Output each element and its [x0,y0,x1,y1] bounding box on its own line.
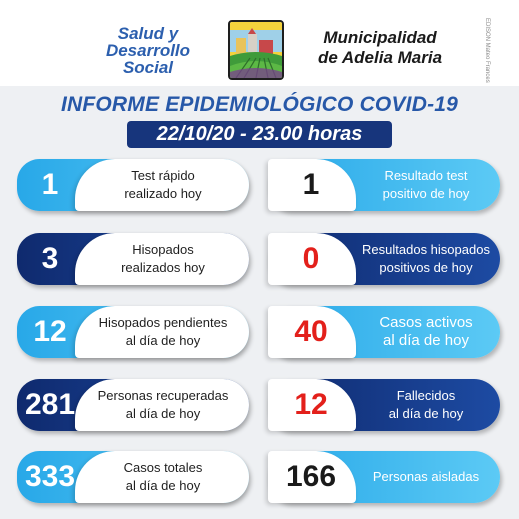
stat-card-resultados-hisopados-positivos [268,233,500,285]
stat-card-resultado-test-positivo [268,159,500,211]
stat-value: 1 [302,168,320,201]
stat-card-personas-recuperadas [17,379,249,431]
report-title: INFORME EPIDEMIOLÓGICO COVID-19 [60,93,459,116]
municipalidad-adelia-maria-label: Municipalidad de Adelia Maria [317,28,443,67]
stat-value: 333 [24,460,76,493]
photo-credit: EDISON Mateo Frances [484,18,490,83]
adelia-maria-crest-logo [228,20,284,80]
stat-label: Test rápido realizado hoy [124,168,202,201]
stat-value: 1 [41,168,59,201]
stat-value: 12 [294,388,328,421]
stat-card-hisopados-pendientes [17,306,249,358]
salud-desarrollo-social-logo: Salud y Desarrollo Social [105,24,191,77]
stat-label: Hisopados realizados hoy [121,242,205,275]
stat-label: Resultado test positivo de hoy [382,168,470,201]
stat-card-casos-activos [268,306,500,358]
stat-label: Hisopados pendientes al día de hoy [98,315,228,348]
stat-value: 0 [302,242,320,275]
stat-label: Casos totales al día de hoy [123,460,203,493]
stat-label: Personas recuperadas al día de hoy [97,388,229,421]
stat-value: 40 [294,315,328,348]
stat-value: 3 [41,242,59,275]
stat-value: 281 [24,388,76,421]
report-datetime: 22/10/20 - 23.00 horas [127,121,392,148]
stat-card-hisopados-realizados [17,233,249,285]
header [0,0,519,86]
stat-label: Fallecidos al día de hoy [388,388,464,421]
stat-card-casos-totales [17,451,249,503]
stat-label: Casos activos al día de hoy [379,314,473,349]
stat-value: 166 [285,460,337,493]
stat-value: 12 [33,315,67,348]
stat-card-fallecidos [268,379,500,431]
stat-card-test-rapido [17,159,249,211]
stat-label: Personas aisladas [372,469,480,484]
stat-card-personas-aisladas [268,451,500,503]
stat-label: Resultados hisopados positivos de hoy [362,242,490,275]
